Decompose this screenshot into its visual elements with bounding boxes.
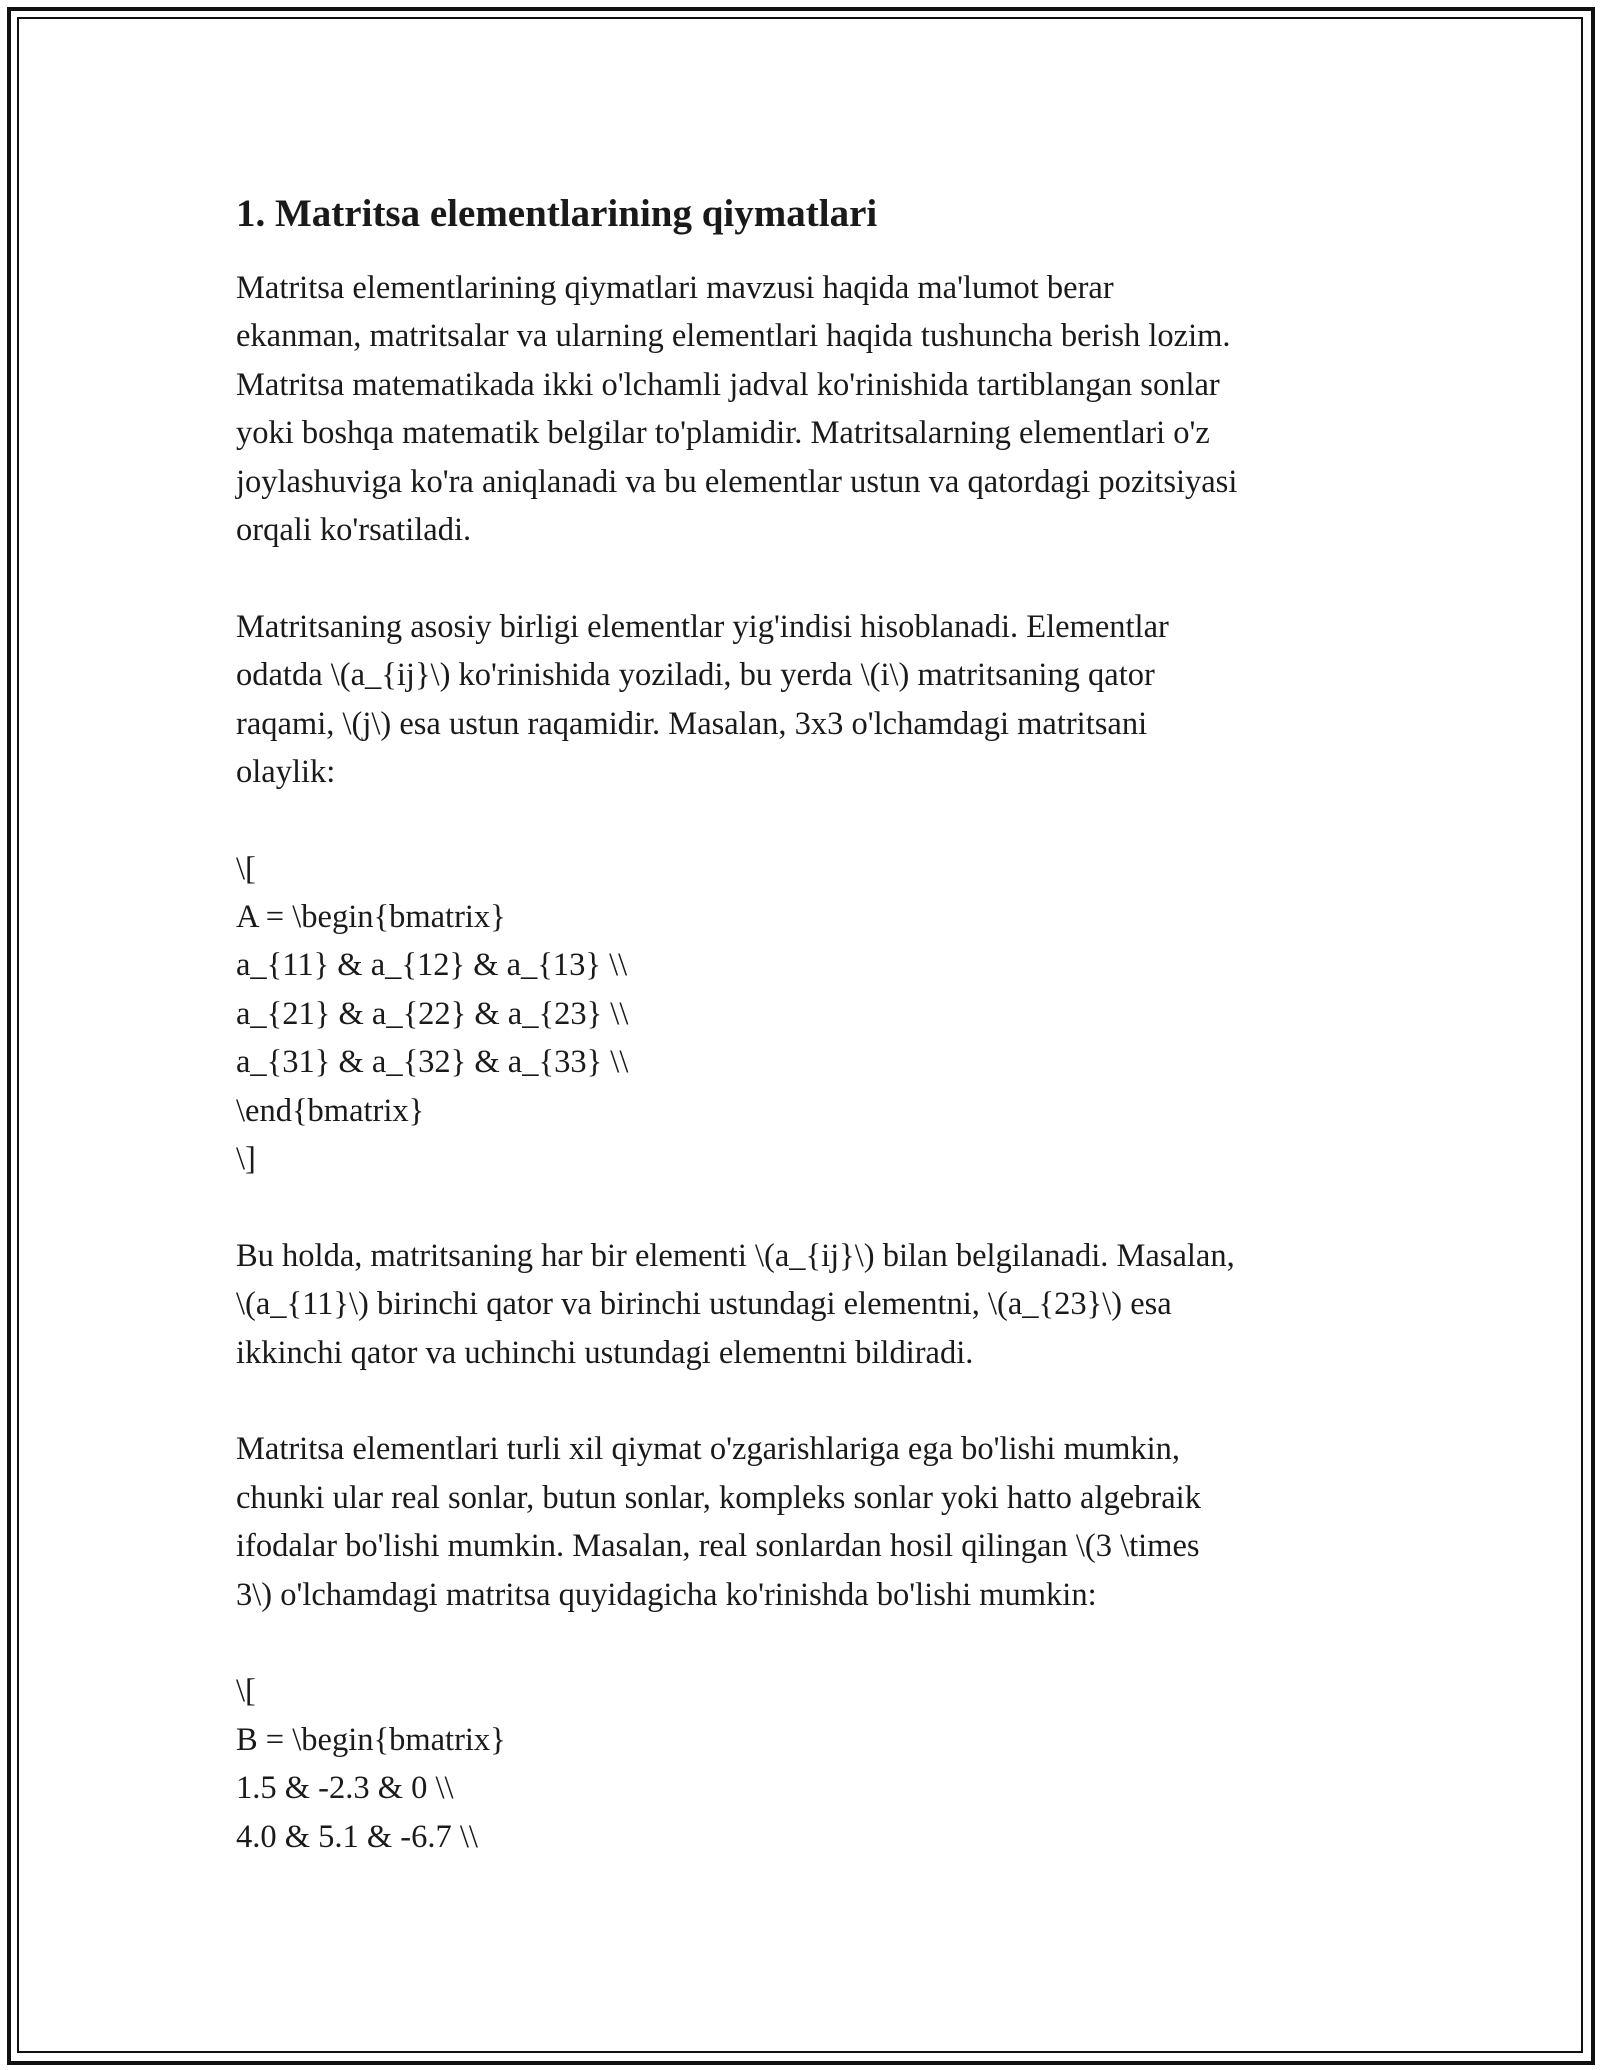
text-line: 1.5 & -2.3 & 0 \\ (236, 1770, 454, 1807)
text-line: olaylik: (236, 753, 336, 790)
text-line: joylashuviga ko'ra aniqlanadi va bu elementlar ustun va qatordagi pozitsiyasi (236, 463, 1238, 500)
text-line: \end{bmatrix} (236, 1092, 425, 1129)
blank-line (236, 1619, 1396, 1667)
text-line: a_{21} & a_{22} & a_{23} \\ (236, 995, 629, 1032)
text-line: Matritsaning asosiy birligi elementlar yig'indisi hisoblanadi. Elementlar (236, 608, 1169, 645)
text-line: Bu holda, matritsaning har bir elementi \(a_{ij}\) bilan belgilanadi. Masalan, (236, 1237, 1235, 1274)
text-line: A = \begin{bmatrix} (236, 899, 506, 936)
blank-line (236, 554, 1396, 602)
text-line: ekanman, matritsalar va ularning elementlari haqida tushuncha berish lozim. (236, 318, 1231, 355)
text-line: B = \begin{bmatrix} (236, 1721, 506, 1758)
text-line: yoki boshqa matematik belgilar to'plamidir. Matritsalarning elementlari o'z (236, 415, 1210, 452)
text-line: a_{31} & a_{32} & a_{33} \\ (236, 1044, 629, 1081)
blank-line (236, 796, 1396, 844)
text-line: \[ (236, 1673, 256, 1710)
text-line: ikkinchi qator va uchinchi ustundagi elementni bildiradi. (236, 1334, 974, 1371)
text-line: 4.0 & 5.1 & -6.7 \\ (236, 1818, 478, 1855)
text-line: \] (236, 1141, 256, 1178)
document-content (236, 186, 1396, 1861)
text-line: Matritsa elementlari turli xil qiymat o'zgarishlariga ega bo'lishi mumkin, (236, 1431, 1181, 1468)
text-line: Matritsa matematikada ikki o'lchamli jadval ko'rinishida tartiblangan sonlar (236, 366, 1220, 403)
blank-line (236, 1183, 1396, 1231)
text-line: Matritsa elementlarining qiymatlari mavzusi haqida ma'lumot berar (236, 270, 1114, 306)
text-line: \[ (236, 850, 256, 887)
text-line: orqali ko'rsatiladi. (236, 511, 472, 548)
text-line: odatda \(a_{ij}\) ko'rinishida yoziladi, bu yerda \(i\) matritsaning qator (236, 657, 1155, 694)
text-line: ifodalar bo'lishi mumkin. Masalan, real sonlardan hosil qilingan \(3 \times (236, 1528, 1200, 1565)
text-line: \(a_{11}\) birinchi qator va birinchi ustundagi elementni, \(a_{23}\) esa (236, 1286, 1172, 1323)
document-body (236, 264, 1396, 1861)
text-line: raqami, \(j\) esa ustun raqamidir. Masalan, 3x3 o'lchamdagi matritsani (236, 705, 1148, 742)
blank-line (236, 1377, 1396, 1425)
section-heading: 1. Matritsa elementlarining qiymatlari (236, 192, 878, 235)
text-line: 3\) o'lchamdagi matritsa quyidagicha ko'rinishda bo'lishi mumkin: (236, 1576, 1097, 1613)
text-line: a_{11} & a_{12} & a_{13} \\ (236, 947, 628, 984)
text-line: chunki ular real sonlar, butun sonlar, kompleks sonlar yoki hatto algebraik (236, 1479, 1201, 1516)
